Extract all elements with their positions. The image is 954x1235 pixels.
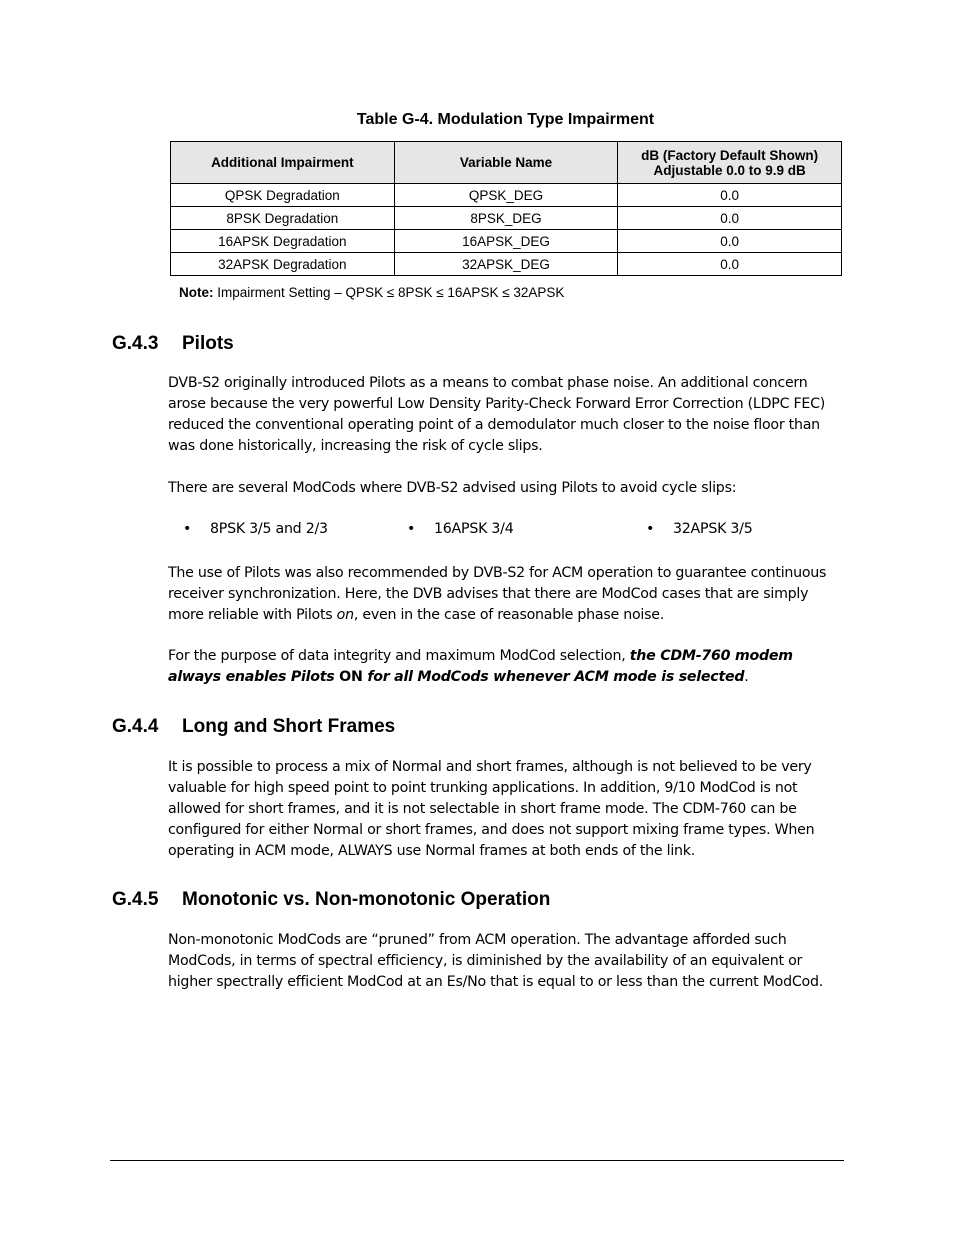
section-title: Long and Short Frames xyxy=(182,716,396,737)
bold-italic-text: for all ModCods whenever ACM mode is selected xyxy=(367,669,745,685)
section-number: G.4.4 xyxy=(112,716,159,737)
text-run: For the purpose of data integrity and maximum ModCod selection, xyxy=(168,648,630,664)
paragraph-text: Non-monotonic ModCods are “pruned” from ACM operation. The advantage afforded such ModCods, in terms of spectral efficiency, is diminished by the availability of an equivalent or higher spectrally efficient ModCod at an Es/No that is equal to or less than the current ModCod. xyxy=(168,932,823,990)
table-row xyxy=(171,207,842,230)
paragraph-text: There are several ModCods where DVB-S2 advised using Pilots to avoid cycle slips: xyxy=(168,480,737,496)
table-caption: Table G-4. Modulation Type Impairment xyxy=(356,111,655,128)
table-header-row xyxy=(171,142,842,184)
footer-divider xyxy=(110,1160,844,1161)
list-item-text: 16APSK 3/4 xyxy=(434,521,514,537)
table-row xyxy=(171,230,842,253)
section-number: G.4.5 xyxy=(112,889,159,910)
section-number: G.4.3 xyxy=(112,333,159,354)
pilots-paragraph-2 xyxy=(168,478,848,499)
table-cell: 32APSK_DEG xyxy=(394,253,618,276)
list-item-text: 8PSK 3/5 and 2/3 xyxy=(210,521,328,537)
text-run: The use of Pilots was also recommended by DVB-S2 for ACM operation to guarantee continuous receiver synchronization. Here, the DVB advises that there are ModCod cases that are simply more reliable with Pilots xyxy=(168,565,827,623)
text-run: , even in the case of reasonable phase noise. xyxy=(353,607,664,623)
pilots-paragraph-4 xyxy=(168,646,848,688)
table-cell: 16APSK_DEG xyxy=(394,230,618,253)
table-cell: 32APSK Degradation xyxy=(171,253,395,276)
header-db xyxy=(618,142,842,184)
note-label: Note: xyxy=(179,285,214,300)
header-variable-name: Variable Name xyxy=(394,142,618,184)
table-cell: 8PSK_DEG xyxy=(394,207,618,230)
list-item-text: 32APSK 3/5 xyxy=(673,521,753,537)
pilots-bullet-list xyxy=(0,521,954,543)
table-note xyxy=(179,285,564,300)
table-cell: 8PSK Degradation xyxy=(171,207,395,230)
header-db-line2: Adjustable 0.0 to 9.9 dB xyxy=(653,162,806,178)
paragraph-text xyxy=(168,646,848,688)
section-heading-pilots xyxy=(112,333,234,355)
bold-text: ON xyxy=(334,669,368,685)
header-additional-impairment: Additional Impairment xyxy=(171,142,395,184)
frames-paragraph-1 xyxy=(168,757,848,862)
text-run: . xyxy=(744,669,749,685)
bold-italic-text: the CDM-760 modem always enables Pilots xyxy=(168,648,793,685)
table-cell: 0.0 xyxy=(618,207,842,230)
monotonic-paragraph-1 xyxy=(168,930,848,993)
table-row xyxy=(171,253,842,276)
pilots-paragraph-3 xyxy=(168,563,848,626)
section-title: Monotonic vs. Non-monotonic Operation xyxy=(182,889,551,910)
section-title: Pilots xyxy=(182,333,234,354)
section-heading-frames xyxy=(112,716,395,738)
table-cell: 0.0 xyxy=(618,184,842,207)
bullet-glyph: • xyxy=(646,521,655,537)
bullet-glyph: • xyxy=(407,521,416,537)
table-cell: QPSK Degradation xyxy=(171,184,395,207)
table-cell: 0.0 xyxy=(618,253,842,276)
section-heading-monotonic xyxy=(112,889,550,911)
impairment-table xyxy=(170,141,842,276)
paragraph-text: It is possible to process a mix of Normal and short frames, although is not believed to be very valuable for high speed point to point trunking applications. In addition, 9/10 ModCod is not allowed for short frames, and it is not selectable in short frame mode. The CDM-760 can be configured for either Normal or short frames, and does not support mixing frame types. When operating in ACM mode, ALWAYS use Normal frames at both ends of the link. xyxy=(168,759,815,859)
table-cell: 0.0 xyxy=(618,230,842,253)
emphasis-text: on xyxy=(336,607,354,623)
pilots-paragraph-1 xyxy=(168,373,848,457)
paragraph-text: DVB-S2 originally introduced Pilots as a means to combat phase noise. An additional concern arose because the very powerful Low Density Parity-Check Forward Error Correction (LDPC FEC) reduced the conventional operating point of a demodulator much closer to the noise floor than was done historically, increasing the risk of cycle slips. xyxy=(168,375,826,454)
bullet-glyph: • xyxy=(183,521,192,537)
paragraph-text xyxy=(168,563,848,626)
note-text: Impairment Setting – QPSK ≤ 8PSK ≤ 16APSK ≤ 32APSK xyxy=(213,285,565,300)
table-row xyxy=(171,184,842,207)
header-db-line1: dB (Factory Default Shown) xyxy=(641,147,819,163)
table-cell: QPSK_DEG xyxy=(394,184,618,207)
table-cell: 16APSK Degradation xyxy=(171,230,395,253)
